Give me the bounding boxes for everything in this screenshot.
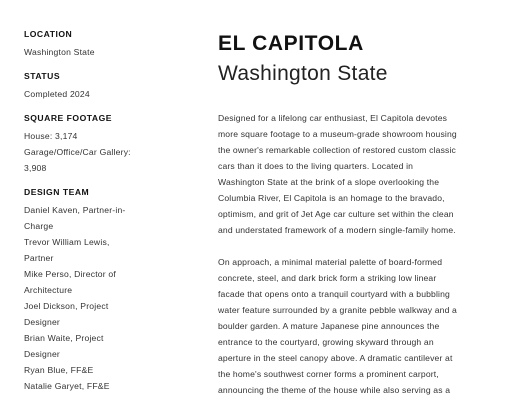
- location-value: Washington State: [24, 47, 95, 57]
- description-paragraph: [218, 254, 493, 398]
- design-team-member-line: Trevor William Lewis,: [24, 237, 110, 247]
- paragraph-line: Designed for a lifelong car enthusiast, El Capitola devotes: [218, 113, 448, 123]
- location-heading: LOCATION: [24, 29, 73, 39]
- square-footage-line: 3,908: [24, 163, 47, 173]
- design-team-member-line: Partner: [24, 253, 54, 263]
- project-subtitle: Washington State: [218, 62, 388, 85]
- paragraph-line: aperture in the steel canopy above. A dramatic cantilever at: [218, 353, 453, 363]
- design-team-member-line: Designer: [24, 349, 60, 359]
- design-team-member-line: Charge: [24, 221, 54, 231]
- design-team-member-line: Designer: [24, 317, 60, 327]
- paragraph-line: Washington State at the brink of a slope overlooking the: [218, 177, 440, 187]
- design-team-heading: DESIGN TEAM: [24, 187, 90, 197]
- paragraph-line: and understated framework of a modern single-family home.: [218, 225, 456, 235]
- paragraph-line: more square footage to a museum-grade showroom housing: [218, 129, 457, 139]
- design-team-member-line: Architecture: [24, 285, 73, 295]
- paragraph-line: On approach, a minimal material palette of board-formed: [218, 257, 443, 267]
- square-footage-section: [24, 112, 184, 176]
- design-team-member-line: Ryan Blue, FF&E: [24, 365, 94, 375]
- project-title: EL CAPITOLA: [218, 32, 364, 55]
- paragraph-line: the owner's remarkable collection of restored custom classic: [218, 145, 456, 155]
- paragraph-line: cars than it does to the living quarters. Located in: [218, 161, 414, 171]
- design-team-section: [24, 186, 184, 394]
- status-section: [24, 70, 184, 102]
- paragraph-line: water feature surrounded by a granite pebble walkway and a: [218, 305, 457, 315]
- paragraph-line: facade that opens onto a tranquil courtyard with a bubbling: [218, 289, 450, 299]
- status-value: Completed 2024: [24, 89, 90, 99]
- description-paragraph: [218, 110, 493, 238]
- paragraph-line: entrance to the courtyard, growing skyward through an: [218, 337, 434, 347]
- paragraph-line: concrete, steel, and dark brick form a striking low linear: [218, 273, 437, 283]
- design-team-member-line: Joel Dickson, Project: [24, 301, 109, 311]
- project-description: [218, 30, 493, 400]
- project-details-sidebar: [24, 28, 184, 400]
- design-team-member-line: Daniel Kaven, Partner-in-: [24, 205, 126, 215]
- design-team-member-line: Brian Waite, Project: [24, 333, 104, 343]
- square-footage-line: House: 3,174: [24, 131, 78, 141]
- status-heading: STATUS: [24, 71, 61, 81]
- paragraph-line: Columbia River, El Capitola is an homage to the bravado,: [218, 193, 445, 203]
- square-footage-line: Garage/Office/Car Gallery:: [24, 147, 131, 157]
- paragraph-line: announcing the theme of the house while also serving as a: [218, 385, 451, 395]
- paragraph-line: optimism, and grit of Jet Age car culture set within the clean: [218, 209, 454, 219]
- location-section: [24, 28, 184, 60]
- project-body: [218, 110, 493, 398]
- design-team-member-line: Natalie Garyet, FF&E: [24, 381, 110, 391]
- paragraph-line: the home's southwest corner forms a prominent carport,: [218, 369, 439, 379]
- paragraph-line: boulder garden. A mature Japanese pine announces the: [218, 321, 440, 331]
- design-team-member-line: Mike Perso, Director of: [24, 269, 116, 279]
- square-footage-heading: SQUARE FOOTAGE: [24, 113, 113, 123]
